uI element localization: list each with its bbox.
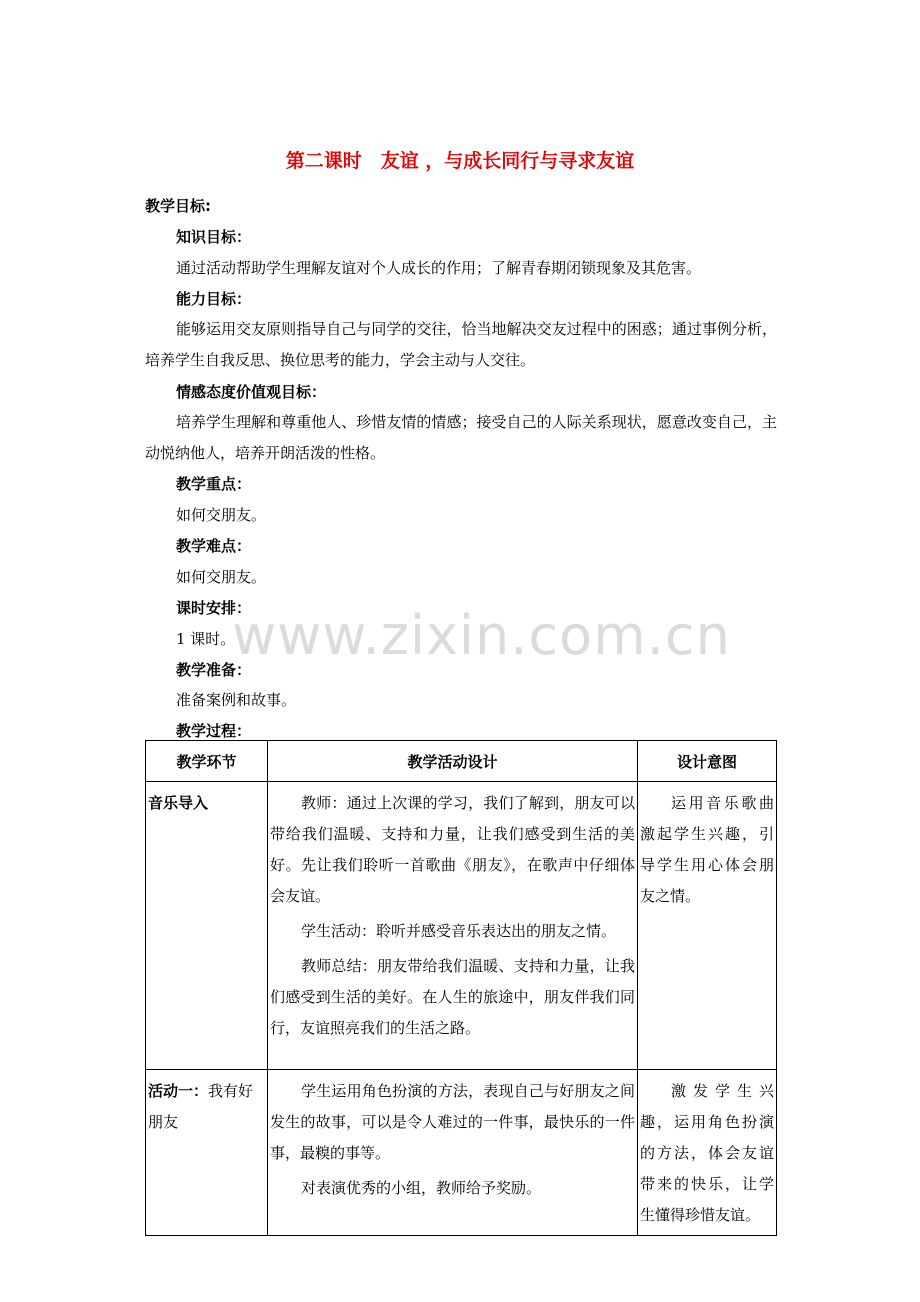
- difficulty-text: 如何交朋友。: [176, 568, 267, 586]
- activity-paragraph: 学生运用角色扮演的方法，表现自己与好朋友之间发生的故事，可以是令人难过的一件事，最快乐的一件事，最糗的事等。: [270, 1082, 635, 1162]
- stage-title: 音乐导入: [148, 794, 209, 812]
- intent-cell: [638, 782, 777, 1070]
- key-heading: 教学重点：: [176, 475, 252, 493]
- knowledge-text: 通过活动帮助学生理解友谊对个人成长的作用；了解青春期闭锁现象及其危害。: [176, 259, 702, 277]
- page-title: 第二课时 友谊 ，与成长同行与寻求友谊: [285, 150, 635, 172]
- emotion-text: 培养学生理解和尊重他人、珍惜友情的情感；接受自己的人际关系现状，愿意改变自己，主动悦纳他人，培养开朗活泼的性格。: [145, 413, 777, 462]
- process-table: [145, 740, 777, 1236]
- stage-cell: [146, 1070, 268, 1236]
- stage-label: [146, 1070, 267, 1144]
- objectives-heading: 教学目标:: [145, 197, 211, 215]
- process-heading: 教学过程：: [176, 722, 252, 740]
- ability-heading: 能力目标：: [176, 290, 252, 308]
- stage-cell: [146, 782, 268, 1070]
- stage-title: 活动一：: [148, 1082, 209, 1100]
- difficulty-heading: 教学难点：: [176, 537, 252, 555]
- knowledge-heading: 知识目标：: [176, 228, 252, 246]
- emotion-heading: 情感态度价值观目标：: [176, 383, 327, 401]
- table-header-row: [146, 741, 777, 782]
- table-row: [146, 1070, 777, 1236]
- watermark: www.zixin.com.cn: [232, 604, 731, 667]
- schedule-text: 1 课时。: [176, 630, 236, 648]
- activity-paragraph: 学生活动：聆听并感受音乐表达出的朋友之情。: [301, 922, 617, 940]
- key-text: 如何交朋友。: [176, 506, 267, 524]
- table-row: [146, 782, 777, 1070]
- header-stage: 教学环节: [146, 741, 268, 782]
- intent-cell: [638, 1070, 777, 1236]
- activity-cell: [268, 782, 638, 1070]
- intent-paragraph: 激发学生兴趣，运用角色扮演的方法，体会友谊带来的快乐，让学生懂得珍惜友谊。: [640, 1082, 774, 1224]
- header-activity: 教学活动设计: [268, 741, 638, 782]
- ability-text: 能够运用交友原则指导自己与同学的交往，恰当地解决交友过程中的困惑；通过事例分析，培养学生自我反思、换位思考的能力，学会主动与人交往。: [145, 320, 777, 369]
- header-intent: 设计意图: [638, 741, 777, 782]
- stage-note: 我有好朋友: [148, 1082, 254, 1131]
- schedule-heading: 课时安排：: [176, 599, 252, 617]
- activity-paragraph: 教师总结：朋友带给我们温暖、支持和力量，让我们感受到生活的美好。在人生的旅途中，朋友伴我们同行，友谊照亮我们的生活之路。: [270, 957, 635, 1037]
- activity-paragraph: 教师：通过上次课的学习，我们了解到，朋友可以带给我们温暖、支持和力量，让我们感受到生活的美好。先让我们聆听一首歌曲《朋友》，在歌声中仔细体会友谊。: [270, 794, 635, 905]
- prep-text: 准备案例和故事。: [176, 691, 297, 709]
- activity-paragraph: 对表演优秀的小组，教师给予奖励。: [301, 1179, 542, 1197]
- intent-paragraph: 运用音乐歌曲激起学生兴趣，引导学生用心体会朋友之情。: [640, 794, 774, 905]
- activity-cell: [268, 1070, 638, 1236]
- prep-heading: 教学准备：: [176, 661, 252, 679]
- stage-label: [146, 782, 267, 825]
